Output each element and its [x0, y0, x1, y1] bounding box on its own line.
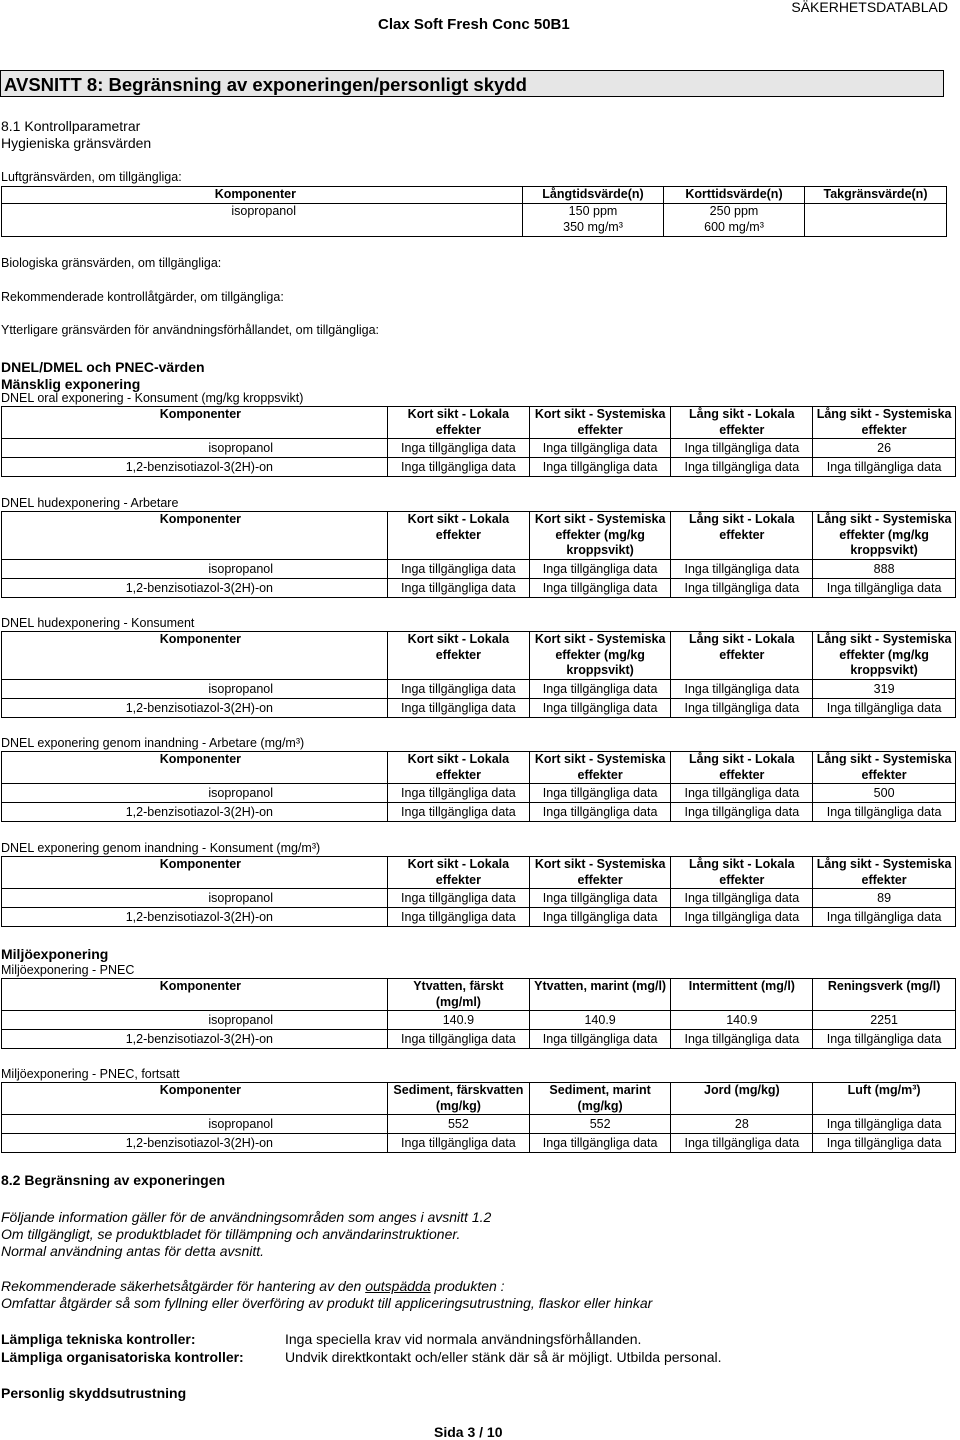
dnel-4-header-2: Kort sikt - Systemiska effekter: [529, 857, 671, 889]
dnel-1-cell: Inga tillgängliga data: [388, 559, 530, 578]
dnel-0-cell: Inga tillgängliga data: [813, 458, 956, 477]
dnel-4-header-3: Lång sikt - Lokala effekter: [671, 857, 813, 889]
pnec2-header-4: Luft (mg/m³): [813, 1083, 956, 1115]
air-short-mg: 600 mg/m³: [704, 219, 764, 234]
air-row-long: [523, 204, 664, 237]
dnel-3-cell: Inga tillgängliga data: [671, 784, 813, 803]
section-8-title: AVSNITT 8: Begränsning av exponeringen/personligt skydd: [0, 70, 944, 97]
dnel-1-cell: Inga tillgängliga data: [529, 578, 671, 597]
hygiene-limits-heading: Hygieniska gränsvärden: [1, 135, 152, 151]
dnel-0-cell: 1,2-benzisotiazol-3(2H)-on: [2, 458, 388, 477]
pnec2-cell: 552: [529, 1115, 671, 1134]
pnec2-cell: Inga tillgängliga data: [813, 1134, 956, 1153]
dnel-3-cell: 1,2-benzisotiazol-3(2H)-on: [2, 803, 388, 822]
dnel-2-cell: Inga tillgängliga data: [671, 698, 813, 717]
pnec2-cell: 1,2-benzisotiazol-3(2H)-on: [2, 1134, 388, 1153]
pnec-caption: Miljöexponering - PNEC: [1, 963, 135, 977]
pnec2-row: [2, 1115, 956, 1134]
dnel-0-row: [2, 439, 956, 458]
dnel-1-header-2: Kort sikt - Systemiska effekter (mg/kg kroppsvikt): [529, 512, 671, 560]
dnel-1-cell: Inga tillgängliga data: [529, 559, 671, 578]
dnel-4-row: [2, 889, 956, 908]
pnec2-header-2: Sediment, marint (mg/kg): [529, 1083, 671, 1115]
pnec-row: [2, 1011, 956, 1030]
document-product-title: Clax Soft Fresh Conc 50B1: [378, 16, 570, 33]
pnec-header-1: Ytvatten, färskt (mg/ml): [388, 979, 530, 1011]
dnel-0-table: [1, 406, 956, 477]
section82-para-5: Omfattar åtgärder så som fyllning eller överföring av produkt till appliceringsutrustning, flaskor eller hinkar: [1, 1295, 653, 1311]
dnel-4-cell: Inga tillgängliga data: [388, 908, 530, 927]
dnel-1-row: [2, 559, 956, 578]
dnel-3-header-3: Lång sikt - Lokala effekter: [671, 752, 813, 784]
dnel-0-caption: DNEL oral exponering - Konsument (mg/kg kroppsvikt): [1, 391, 304, 405]
section82-para-2: Om tillgängligt, se produktbladet för tillämpning och användarinstruktioner.: [1, 1226, 461, 1242]
dnel-0-cell: Inga tillgängliga data: [529, 439, 671, 458]
dnel-4-cell: Inga tillgängliga data: [529, 908, 671, 927]
dnel-2-cell: Inga tillgängliga data: [388, 679, 530, 698]
section82-para-1: Följande information gäller för de användningsområden som anges i avsnitt 1.2: [1, 1209, 492, 1225]
dnel-4-cell: Inga tillgängliga data: [529, 889, 671, 908]
dnel-pnec-heading: DNEL/DMEL och PNEC-värden: [1, 359, 205, 375]
pnec-header-2: Ytvatten, marint (mg/l): [529, 979, 671, 1011]
tech-controls-value: Inga speciella krav vid normala användningsförhållanden.: [285, 1331, 642, 1347]
dnel-0-header-1: Kort sikt - Lokala effekter: [388, 407, 530, 439]
dnel-0-cell: isopropanol: [2, 439, 388, 458]
pnec2-cell: isopropanol: [2, 1115, 388, 1134]
dnel-2-cell: Inga tillgängliga data: [529, 698, 671, 717]
pnec-table: [1, 978, 956, 1049]
dnel-2-header-4: Lång sikt - Systemiska effekter (mg/kg kroppsvikt): [813, 632, 956, 680]
environment-heading: Miljöexponering: [1, 946, 109, 962]
dnel-0-header-0: Komponenter: [2, 407, 388, 439]
dnel-4-cell: 89: [813, 889, 956, 908]
pnec2-cell: Inga tillgängliga data: [529, 1134, 671, 1153]
dnel-4-cell: 1,2-benzisotiazol-3(2H)-on: [2, 908, 388, 927]
dnel-0-cell: Inga tillgängliga data: [671, 458, 813, 477]
dnel-0-cell: Inga tillgängliga data: [671, 439, 813, 458]
dnel-1-caption: DNEL hudexponering - Arbetare: [1, 496, 179, 510]
dnel-3-cell: Inga tillgängliga data: [388, 803, 530, 822]
dnel-1-cell: 1,2-benzisotiazol-3(2H)-on: [2, 578, 388, 597]
pnec-header-0: Komponenter: [2, 979, 388, 1011]
dnel-2-caption: DNEL hudexponering - Konsument: [1, 616, 195, 630]
dnel-2-cell: 1,2-benzisotiazol-3(2H)-on: [2, 698, 388, 717]
dnel-4-row: [2, 908, 956, 927]
air-header-long: Långtidsvärde(n): [523, 187, 664, 204]
dnel-2-cell: isopropanol: [2, 679, 388, 698]
pnec-cell: 2251: [813, 1011, 956, 1030]
section82-para-4-a: Rekommenderade säkerhetsåtgärder för hantering av den: [1, 1278, 366, 1294]
section82-para-4-b: produkten :: [430, 1278, 505, 1294]
pnec-cell: 1,2-benzisotiazol-3(2H)-on: [2, 1030, 388, 1049]
air-row-ceiling: [805, 204, 947, 237]
dnel-2-cell: Inga tillgängliga data: [671, 679, 813, 698]
dnel-0-cell: 26: [813, 439, 956, 458]
air-row-short: [664, 204, 805, 237]
air-limits-label: Luftgränsvärden, om tillgängliga:: [1, 170, 182, 184]
pnec2-cell: Inga tillgängliga data: [813, 1115, 956, 1134]
dnel-0-cell: Inga tillgängliga data: [529, 458, 671, 477]
dnel-2-header-0: Komponenter: [2, 632, 388, 680]
tech-controls-label: Lämpliga tekniska kontroller:: [1, 1331, 196, 1347]
dnel-3-header-1: Kort sikt - Lokala effekter: [388, 752, 530, 784]
dnel-4-caption: DNEL exponering genom inandning - Konsument (mg/m³): [1, 841, 321, 855]
dnel-4-cell: isopropanol: [2, 889, 388, 908]
pnec2-header-0: Komponenter: [2, 1083, 388, 1115]
subsection-8-2-title: 8.2 Begränsning av exponeringen: [1, 1172, 226, 1188]
dnel-4-cell: Inga tillgängliga data: [671, 908, 813, 927]
air-long-ppm: 150 ppm: [568, 204, 618, 218]
dnel-0-cell: Inga tillgängliga data: [388, 439, 530, 458]
dnel-4-header-1: Kort sikt - Lokala effekter: [388, 857, 530, 889]
dnel-3-caption: DNEL exponering genom inandning - Arbetare (mg/m³): [1, 736, 305, 750]
air-header-component: Komponenter: [2, 187, 523, 204]
dnel-0-cell: Inga tillgängliga data: [388, 458, 530, 477]
ppe-heading: Personlig skyddsutrustning: [1, 1385, 187, 1401]
human-exposure-heading: Mänsklig exponering: [1, 376, 141, 392]
dnel-2-cell: Inga tillgängliga data: [388, 698, 530, 717]
dnel-1-header-0: Komponenter: [2, 512, 388, 560]
dnel-3-cell: Inga tillgängliga data: [388, 784, 530, 803]
dnel-1-cell: Inga tillgängliga data: [671, 559, 813, 578]
dnel-1-header-3: Lång sikt - Lokala effekter: [671, 512, 813, 560]
dnel-3-cell: 500: [813, 784, 956, 803]
dnel-1-table: [1, 511, 956, 598]
dnel-0-row: [2, 458, 956, 477]
dnel-3-cell: Inga tillgängliga data: [671, 803, 813, 822]
air-long-mg: 350 mg/m³: [563, 219, 623, 234]
air-header-short: Korttidsvärde(n): [664, 187, 805, 204]
dnel-3-row: [2, 803, 956, 822]
dnel-4-table: [1, 856, 956, 927]
dnel-3-header-2: Kort sikt - Systemiska effekter: [529, 752, 671, 784]
pnec-cell: isopropanol: [2, 1011, 388, 1030]
air-header-ceiling: Takgränsvärde(n): [805, 187, 947, 204]
control-measures-label: Rekommenderade kontrollåtgärder, om tillgängliga:: [1, 290, 284, 304]
page-number: Sida 3 / 10: [434, 1424, 503, 1440]
dnel-0-header-3: Lång sikt - Lokala effekter: [671, 407, 813, 439]
dnel-3-table: [1, 751, 956, 822]
air-short-ppm: 250 ppm: [709, 204, 759, 218]
dnel-2-table: [1, 631, 956, 718]
dnel-3-header-4: Lång sikt - Systemiska effekter: [813, 752, 956, 784]
dnel-4-cell: Inga tillgängliga data: [813, 908, 956, 927]
dnel-4-header-4: Lång sikt - Systemiska effekter: [813, 857, 956, 889]
dnel-2-header-3: Lång sikt - Lokala effekter: [671, 632, 813, 680]
dnel-1-cell: Inga tillgängliga data: [813, 578, 956, 597]
pnec-cell: 140.9: [529, 1011, 671, 1030]
pnec2-table: [1, 1082, 956, 1153]
dnel-3-cell: Inga tillgängliga data: [529, 803, 671, 822]
dnel-0-header-4: Lång sikt - Systemiska effekter: [813, 407, 956, 439]
pnec-header-3: Intermittent (mg/l): [671, 979, 813, 1011]
pnec-cell: Inga tillgängliga data: [388, 1030, 530, 1049]
pnec2-caption: Miljöexponering - PNEC, fortsatt: [1, 1067, 180, 1081]
dnel-3-row: [2, 784, 956, 803]
dnel-3-header-0: Komponenter: [2, 752, 388, 784]
dnel-1-cell: Inga tillgängliga data: [671, 578, 813, 597]
dnel-1-cell: Inga tillgängliga data: [388, 578, 530, 597]
dnel-2-cell: Inga tillgängliga data: [813, 698, 956, 717]
pnec2-header-3: Jord (mg/kg): [671, 1083, 813, 1115]
dnel-4-header-0: Komponenter: [2, 857, 388, 889]
dnel-1-row: [2, 578, 956, 597]
dnel-1-header-1: Kort sikt - Lokala effekter: [388, 512, 530, 560]
pnec-row: [2, 1030, 956, 1049]
pnec-cell: Inga tillgängliga data: [671, 1030, 813, 1049]
dnel-2-header-1: Kort sikt - Lokala effekter: [388, 632, 530, 680]
pnec2-cell: 552: [388, 1115, 530, 1134]
dnel-3-cell: isopropanol: [2, 784, 388, 803]
dnel-2-cell: Inga tillgängliga data: [529, 679, 671, 698]
pnec-header-4: Reningsverk (mg/l): [813, 979, 956, 1011]
dnel-2-row: [2, 698, 956, 717]
air-limits-table: [1, 186, 947, 237]
pnec-cell: Inga tillgängliga data: [529, 1030, 671, 1049]
pnec2-cell: Inga tillgängliga data: [671, 1134, 813, 1153]
org-controls-label: Lämpliga organisatoriska kontroller:: [1, 1349, 244, 1365]
section82-para-4-underlined: outspädda: [365, 1278, 431, 1294]
pnec-cell: 140.9: [671, 1011, 813, 1030]
pnec2-row: [2, 1134, 956, 1153]
pnec2-cell: Inga tillgängliga data: [388, 1134, 530, 1153]
dnel-3-cell: Inga tillgängliga data: [529, 784, 671, 803]
dnel-1-cell: 888: [813, 559, 956, 578]
section82-para-3: Normal användning antas för detta avsnitt.: [1, 1243, 265, 1259]
pnec-cell: Inga tillgängliga data: [813, 1030, 956, 1049]
dnel-2-cell: 319: [813, 679, 956, 698]
dnel-2-header-2: Kort sikt - Systemiska effekter (mg/kg kroppsvikt): [529, 632, 671, 680]
dnel-1-cell: isopropanol: [2, 559, 388, 578]
subsection-8-1-title: 8.1 Kontrollparametrar: [1, 118, 141, 134]
dnel-4-cell: Inga tillgängliga data: [388, 889, 530, 908]
pnec2-cell: 28: [671, 1115, 813, 1134]
dnel-1-header-4: Lång sikt - Systemiska effekter (mg/kg kroppsvikt): [813, 512, 956, 560]
dnel-2-row: [2, 679, 956, 698]
pnec2-header-1: Sediment, färskvatten (mg/kg): [388, 1083, 530, 1115]
document-type-label: SÄKERHETSDATABLAD: [791, 0, 948, 15]
air-row-component: isopropanol: [2, 204, 523, 237]
dnel-0-header-2: Kort sikt - Systemiska effekter: [529, 407, 671, 439]
bio-limits-label: Biologiska gränsvärden, om tillgängliga:: [1, 256, 222, 270]
dnel-3-cell: Inga tillgängliga data: [813, 803, 956, 822]
org-controls-value: Undvik direktkontakt och/eller stänk där så är möjligt. Utbilda personal.: [285, 1349, 722, 1365]
dnel-4-cell: Inga tillgängliga data: [671, 889, 813, 908]
section82-para-4: [1, 1278, 505, 1294]
extra-limits-label: Ytterligare gränsvärden för användningsförhållandet, om tillgängliga:: [1, 323, 380, 337]
pnec-cell: 140.9: [388, 1011, 530, 1030]
